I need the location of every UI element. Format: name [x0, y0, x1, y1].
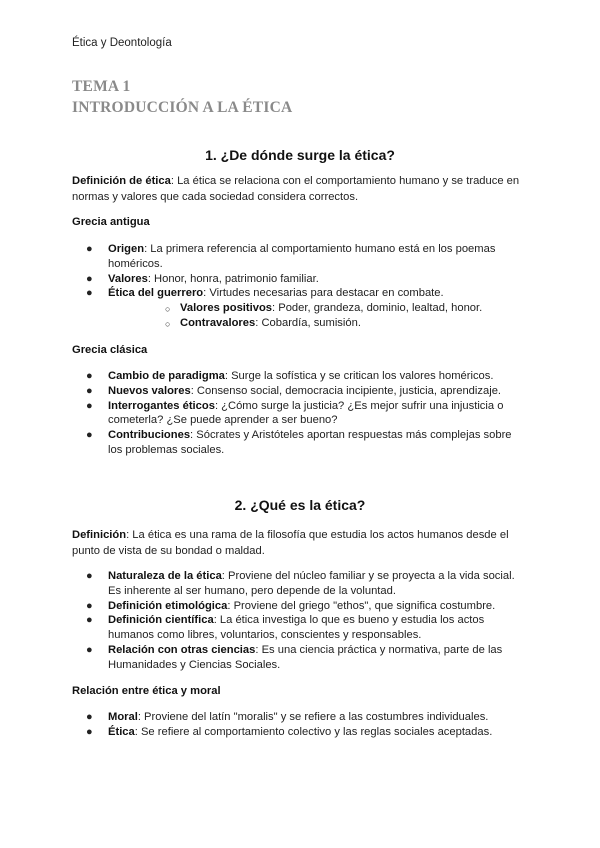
section-2-title: 2. ¿Qué es la ética? [234, 497, 366, 513]
list-item [72, 369, 528, 384]
guerrero-sublist [108, 301, 528, 331]
list-item [72, 384, 528, 399]
ethics-definition [72, 174, 532, 205]
bullet-icon: ● [86, 570, 93, 582]
item-term: Definición científica [108, 614, 214, 627]
grecia-clasica-list [72, 369, 528, 458]
item-text: : Cobardía, sumisión. [255, 316, 361, 329]
sublist-item [108, 301, 528, 316]
item-text: : Proviene del latín "moralis" y se refiere a las costumbres individuales. [137, 711, 489, 723]
sublist-item [108, 316, 528, 331]
item-term: Contravalores [180, 316, 256, 329]
item-text: : Poder, grandeza, dominio, lealtad, honor. [272, 302, 483, 315]
list-item [72, 428, 528, 458]
item-text: : La primera referencia al comportamiento humano está en los poemas homéricos. [108, 243, 496, 270]
section-1-title: 1. ¿De dónde surge la ética? [205, 147, 395, 163]
item-text: : Consenso social, democracia incipiente, justicia, aprendizaje. [190, 384, 502, 397]
bullet-icon: ● [86, 725, 93, 738]
definition-text: : La ética es una rama de la filosofía que estudia los actos humanos desde el punto de vista de su bondad o maldad. [72, 529, 509, 557]
list-item [72, 710, 528, 725]
item-term: Naturaleza de la ética [108, 570, 222, 582]
list-item [72, 599, 528, 614]
item-text: : Se refiere al comportamiento colectivo y las reglas sociales aceptadas. [134, 725, 493, 738]
bullet-icon: ● [86, 272, 93, 285]
relacion-list [72, 710, 528, 740]
list-item [72, 613, 528, 643]
item-text: : Honor, honra, patrimonio familiar. [147, 272, 319, 285]
hollow-bullet-icon: ○ [165, 318, 171, 329]
list-item [72, 569, 528, 599]
bullet-icon: ● [86, 370, 93, 382]
item-text: : Es una ciencia práctica y normativa, parte de las Humanidades y Ciencias Sociales. [108, 643, 503, 671]
item-term: Interrogantes éticos [108, 399, 215, 412]
definition-term: Definición de ética [72, 175, 171, 187]
item-term: Definición etimológica [108, 599, 228, 612]
item-term: Origen [108, 243, 145, 255]
topic-number: TEMA 1 [72, 78, 131, 95]
grecia-antigua-list [72, 242, 528, 331]
subheading-relacion: Relación entre ética y moral [72, 685, 221, 697]
hollow-bullet-icon: ○ [165, 304, 171, 315]
item-term: Moral [108, 711, 138, 723]
definition-term: Definición [72, 529, 127, 541]
item-term: Cambio de paradigma [108, 370, 225, 382]
item-text: : Proviene del griego "ethos", que significa costumbre. [227, 599, 496, 612]
item-text: : ¿Cómo surge la justicia? ¿Es mejor sufrir una injusticia o cometerla? ¿Se puede aprender a ser bueno? [108, 399, 504, 427]
what-is-ethics-list [72, 569, 528, 673]
document-header: Ética y Deontología [72, 37, 172, 49]
topic-title [72, 76, 292, 118]
subheading-grecia-antigua: Grecia antigua [72, 216, 150, 228]
item-term: Ética [108, 725, 135, 738]
item-term: Nuevos valores [108, 384, 191, 397]
list-item [72, 286, 528, 330]
list-item [72, 399, 528, 429]
bullet-icon: ● [86, 399, 93, 412]
item-text: : Sócrates y Aristóteles aportan respuestas más complejas sobre los problemas sociales. [108, 429, 512, 456]
item-term: Valores [108, 272, 148, 285]
list-item [72, 643, 528, 673]
topic-name: INTRODUCCIÓN A LA ÉTICA [72, 99, 293, 116]
list-item [72, 242, 528, 272]
item-term: Relación con otras ciencias [108, 643, 256, 656]
ethics-definition-2 [72, 528, 532, 559]
item-term: Ética del guerrero [108, 287, 204, 300]
bullet-icon: ● [86, 614, 93, 627]
item-text: : Virtudes necesarias para destacar en combate. [203, 287, 444, 300]
definition-text: : La ética se relaciona con el comportamiento humano y se traduce en normas y valores que cada sociedad considera correctos. [72, 175, 520, 203]
item-text: : La ética investiga lo que es bueno y estudia los actos humanos como libres, voluntarios, conscientes y responsables. [108, 614, 485, 642]
bullet-icon: ● [86, 643, 93, 656]
item-text: : Surge la sofística y se critican los valores homéricos. [224, 370, 494, 382]
list-item [72, 725, 528, 740]
item-text: : Proviene del núcleo familiar y se proyecta a la vida social. Es inherente al ser humano, pero depende de la voluntad. [108, 570, 515, 597]
bullet-icon: ● [86, 711, 93, 723]
item-term: Contribuciones [108, 429, 191, 442]
item-term: Valores positivos [180, 302, 273, 315]
bullet-icon: ● [86, 384, 93, 397]
bullet-icon: ● [86, 243, 93, 255]
bullet-icon: ● [86, 287, 93, 300]
bullet-icon: ● [86, 429, 93, 442]
bullet-icon: ● [86, 599, 93, 612]
subheading-grecia-clasica: Grecia clásica [72, 344, 148, 356]
list-item [72, 272, 528, 287]
